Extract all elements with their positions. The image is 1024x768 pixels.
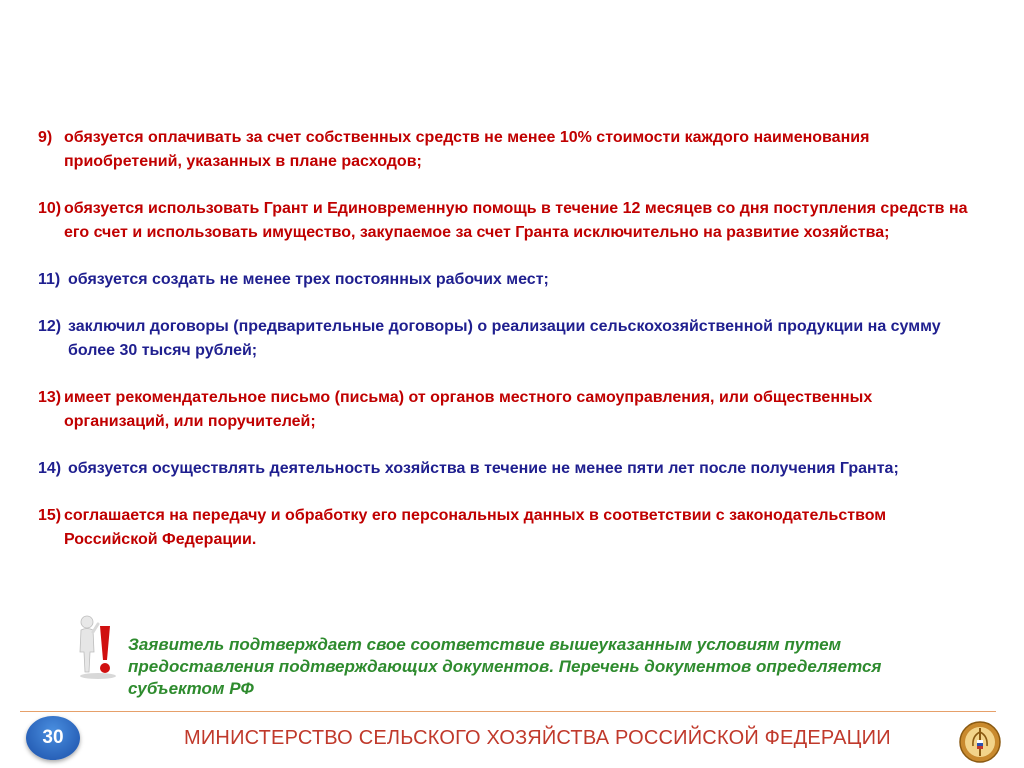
exclamation-figure-icon bbox=[74, 614, 122, 680]
item-number: 10) bbox=[38, 200, 62, 217]
item-text: обязуется осуществлять деятельность хозяйства в течение не менее пяти лет после получения Гранта; bbox=[68, 460, 899, 477]
item-number: 11) bbox=[38, 271, 61, 288]
item-text: заключил договоры (предварительные договоры) о реализации сельскохозяйственной продукции на сумму более 30 тысяч рублей; bbox=[68, 318, 941, 359]
page-number-badge: 30 bbox=[26, 716, 80, 760]
list-item bbox=[38, 386, 978, 434]
requirements-list bbox=[38, 126, 978, 575]
notice-text: Заявитель подтверждает свое соответствие вышеуказанным условиям путем предоставления подтверждающих документов. Перечень документов определяется субъектом РФ bbox=[128, 635, 882, 698]
ministry-title: МИНИСТЕРСТВО СЕЛЬСКОГО ХОЗЯЙСТВА РОССИЙСКОЙ ФЕДЕРАЦИИ bbox=[184, 727, 891, 749]
item-number: 12) bbox=[38, 318, 62, 335]
list-item bbox=[38, 504, 978, 552]
item-text: обязуется использовать Грант и Единовременную помощь в течение 12 месяцев со дня поступления средств на его счет и использовать имущество, закупаемое за счет Гранта исключительно на развитие хозяйства; bbox=[64, 200, 968, 241]
item-text: имеет рекомендательное письмо (письма) от органов местного самоуправления, или общественных организаций, или поручителей; bbox=[64, 389, 873, 430]
item-number: 15) bbox=[38, 507, 62, 524]
list-item bbox=[38, 315, 978, 363]
list-item bbox=[38, 268, 978, 292]
item-number: 14) bbox=[38, 460, 62, 477]
list-item bbox=[38, 126, 978, 174]
item-text: соглашается на передачу и обработку его персональных данных в соответствии с законодательством Российской Федерации. bbox=[64, 507, 887, 548]
list-item bbox=[38, 457, 978, 481]
item-text: обязуется создать не менее трех постоянных рабочих мест; bbox=[68, 271, 549, 288]
ministry-emblem-icon bbox=[958, 720, 1002, 764]
footer-divider bbox=[20, 711, 996, 712]
item-number: 9) bbox=[38, 129, 53, 146]
list-item bbox=[38, 197, 978, 245]
item-text: обязуется оплачивать за счет собственных средств не менее 10% стоимости каждого наименования приобретений, указанных в плане расходов; bbox=[64, 129, 870, 170]
item-number: 13) bbox=[38, 389, 62, 406]
